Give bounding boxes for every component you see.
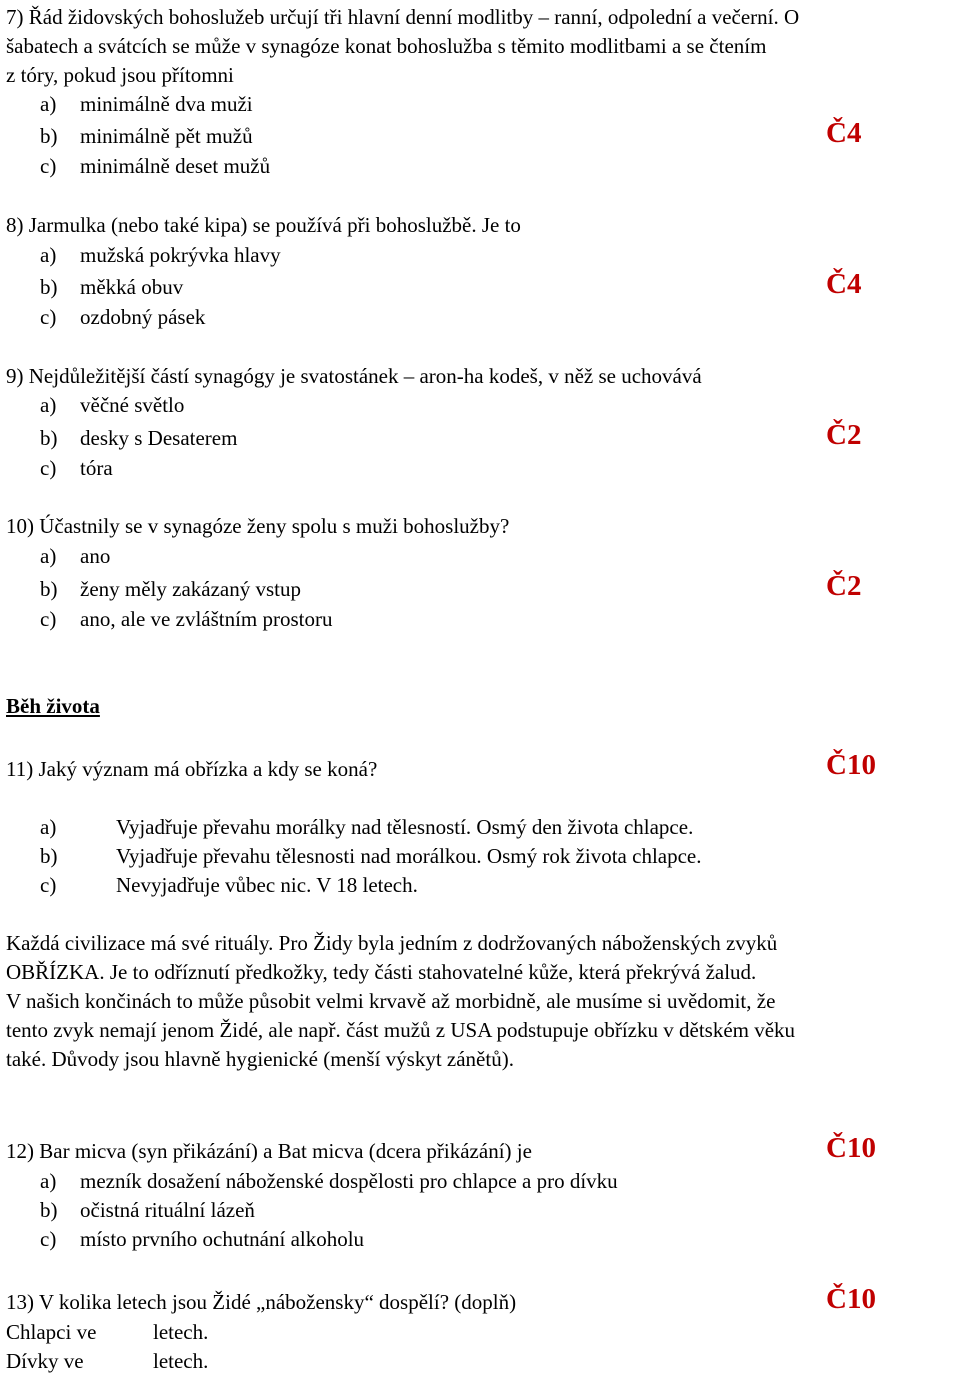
q9-grade: Č2 xyxy=(826,419,862,451)
q13-row-boys: Chlapci ve letech. xyxy=(6,1320,209,1344)
q11-option-b: b) Vyjadřuje převahu tělesnosti nad morálkou. Osmý rok života chlapce. xyxy=(40,844,702,868)
q11-paragraph-line-3: V našich končinách to může působit velmi krvavě až morbidně, ale musíme si uvědomit, že xyxy=(6,989,776,1013)
q12-question: 12) Bar micva (syn přikázání) a Bat micva (dcera přikázání) je xyxy=(6,1139,532,1163)
q11-question: 11) Jaký význam má obřízka a kdy se koná? xyxy=(6,757,378,781)
q7-text-line-1: 7) Řád židovských bohoslužeb určují tři hlavní denní modlitby – ranní, odpolední a večerní. O xyxy=(6,5,800,29)
q11-paragraph-line-2: OBŘÍZKA. Je to odříznutí předkožky, tedy části stahovatelné kůže, která překrývá žalud. xyxy=(6,960,757,984)
section-heading: Běh života xyxy=(6,694,100,718)
q9-option-b: b) desky s Desaterem xyxy=(40,426,238,450)
q9-option-a: a) věčné světlo xyxy=(40,393,185,417)
q11-paragraph-line-5: také. Důvody jsou hlavně hygienické (menší výskyt zánětů). xyxy=(6,1047,514,1071)
q11-option-c: c) Nevyjadřuje vůbec nic. V 18 letech. xyxy=(40,873,418,897)
q8-option-c: c) ozdobný pásek xyxy=(40,305,206,329)
q10-option-a: a) ano xyxy=(40,544,111,568)
q7-option-a: a) minimálně dva muži xyxy=(40,92,253,116)
q8-option-b: b) měkká obuv xyxy=(40,275,184,299)
q10-option-c: c) ano, ale ve zvláštním prostoru xyxy=(40,607,333,631)
q8-question: 8) Jarmulka (nebo také kipa) se používá při bohoslužbě. Je to xyxy=(6,213,521,237)
q11-paragraph-line-1: Každá civilizace má své rituály. Pro Židy byla jedním z dodržovaných náboženských zvyků xyxy=(6,931,778,955)
q13-grade: Č10 xyxy=(826,1283,876,1315)
q12-option-b: b) očistná rituální lázeň xyxy=(40,1198,255,1222)
q8-grade: Č4 xyxy=(826,268,862,300)
q13-question: 13) V kolika letech jsou Židé „nábožensky“ dospělí? (doplň) xyxy=(6,1290,517,1314)
q9-option-c: c) tóra xyxy=(40,456,113,480)
q8-option-a: a) mužská pokrývka hlavy xyxy=(40,243,281,267)
q13-row-girls: Dívky ve letech. xyxy=(6,1349,209,1373)
q12-option-c: c) místo prvního ochutnání alkoholu xyxy=(40,1227,365,1251)
q7-grade: Č4 xyxy=(826,117,862,149)
q10-option-b: b) ženy měly zakázaný vstup xyxy=(40,577,301,601)
q9-question: 9) Nejdůležitější částí synagógy je svatostánek – aron-ha kodeš, v něž se uchovává xyxy=(6,364,702,388)
q12-grade: Č10 xyxy=(826,1132,876,1164)
q11-grade: Č10 xyxy=(826,749,876,781)
q7-text-line-3: z tóry, pokud jsou přítomni xyxy=(6,63,234,87)
q12-option-a: a) mezník dosažení náboženské dospělosti pro chlapce a pro dívku xyxy=(40,1169,618,1193)
q10-question: 10) Účastnily se v synagóze ženy spolu s muži bohoslužby? xyxy=(6,514,510,538)
q11-option-a: a) Vyjadřuje převahu morálky nad tělesností. Osmý den života chlapce. xyxy=(40,815,694,839)
q7-text-line-2: šabatech a svátcích se může v synagóze konat bohoslužba s těmito modlitbami a se čtením xyxy=(6,34,767,58)
q11-paragraph-line-4: tento zvyk nemají jenom Židé, ale např. část mužů z USA podstupuje obřízku v dětském věku xyxy=(6,1018,796,1042)
q10-grade: Č2 xyxy=(826,570,862,602)
q7-option-c: c) minimálně deset mužů xyxy=(40,154,271,178)
q7-option-b: b) minimálně pět mužů xyxy=(40,124,253,148)
